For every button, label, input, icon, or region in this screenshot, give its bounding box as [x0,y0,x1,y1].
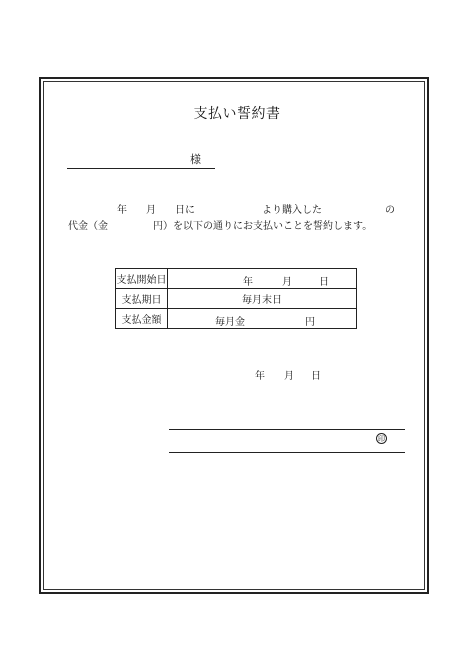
body-en-text: 円）を以下の通りにお支払いことを誓約します。 [153,221,373,232]
row-value-start-date: 年 月 日 [168,269,357,289]
row-label-amount: 支払金額 [116,309,168,329]
date-month: 月 [284,371,294,382]
page-border-inner [43,81,425,590]
document-title: 支払い誓約書 [193,106,281,122]
body-year: 年 [117,205,127,216]
body-month: 月 [146,205,156,216]
table-row [116,289,357,309]
date-year: 年 [255,371,265,382]
body-daikin-kin: 代金（金 [68,221,108,232]
addressee-suffix: 様 [190,153,201,166]
body-yori-konyu: より購入した [262,205,322,216]
row-value-due-date: 毎月末日 [168,289,357,309]
row-value-amount: 毎月金 円 [168,309,357,329]
seal-mark: 印 [378,435,385,443]
address-line [169,429,405,430]
addressee-line [67,168,215,169]
table-row [116,269,357,289]
row-label-start-date: 支払開始日 [116,269,168,289]
signature-line [169,452,405,453]
body-no: の [385,205,395,216]
body-day-ni: 日に [175,205,195,216]
payment-table [115,268,357,329]
table-row [116,309,357,329]
row-label-due-date: 支払期日 [116,289,168,309]
date-day: 日 [311,371,321,382]
